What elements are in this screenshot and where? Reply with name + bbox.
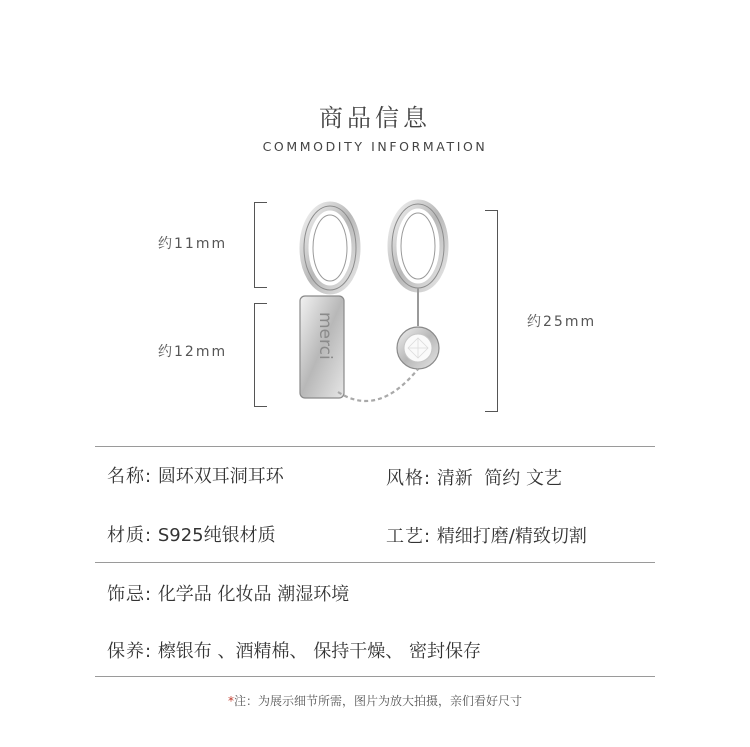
- tag-engraving: merci: [315, 312, 335, 360]
- spec-craft-label: 工艺:: [386, 526, 432, 547]
- spec-name-value: 圆环双耳洞耳环: [157, 466, 284, 487]
- spec-craft-value: 精细打磨/精致切割: [436, 526, 587, 547]
- spec-style-label: 风格:: [386, 468, 432, 489]
- divider: [95, 676, 655, 677]
- spec-care: [107, 637, 481, 663]
- spec-care-label: 保养:: [107, 641, 153, 662]
- spec-craft: [386, 522, 587, 548]
- spec-avoid-value: 化学品 化妆品 潮湿环境: [157, 584, 350, 605]
- spec-material-value: S925纯银材质: [157, 525, 276, 546]
- spec-name-label: 名称:: [107, 466, 153, 487]
- page-title: 商品信息: [319, 104, 431, 132]
- pendant-dimension-label: 约12mm: [158, 344, 228, 360]
- spec-avoid: [107, 580, 349, 606]
- spec-name: [107, 462, 284, 488]
- chain-icon: [338, 369, 418, 401]
- total-dimension-bracket: [485, 210, 498, 412]
- divider: [95, 562, 655, 563]
- divider: [95, 446, 655, 447]
- earring-product-image: [290, 196, 470, 421]
- total-dimension-label: 约25mm: [527, 314, 597, 330]
- pendant-dimension-bracket: [254, 303, 267, 407]
- hoop-dimension-label: 约11mm: [158, 236, 228, 252]
- footer-star: *: [227, 694, 234, 708]
- spec-style: [386, 464, 562, 490]
- page-subtitle: COMMODITY INFORMATION: [262, 139, 488, 154]
- footer-note: [0, 692, 750, 709]
- spec-care-value: 檫银布 、酒精棉、 保持干燥、 密封保存: [157, 641, 481, 662]
- spec-style-value: 清新 简约 文艺: [436, 468, 562, 489]
- footer-note-text: 注：为展示细节所需，图片为放大拍摄，亲们看好尺寸: [233, 694, 522, 708]
- spec-avoid-label: 饰忌:: [107, 584, 153, 605]
- spec-material-label: 材质:: [107, 525, 153, 546]
- spec-material: [107, 521, 276, 547]
- hoop-dimension-bracket: [254, 202, 267, 288]
